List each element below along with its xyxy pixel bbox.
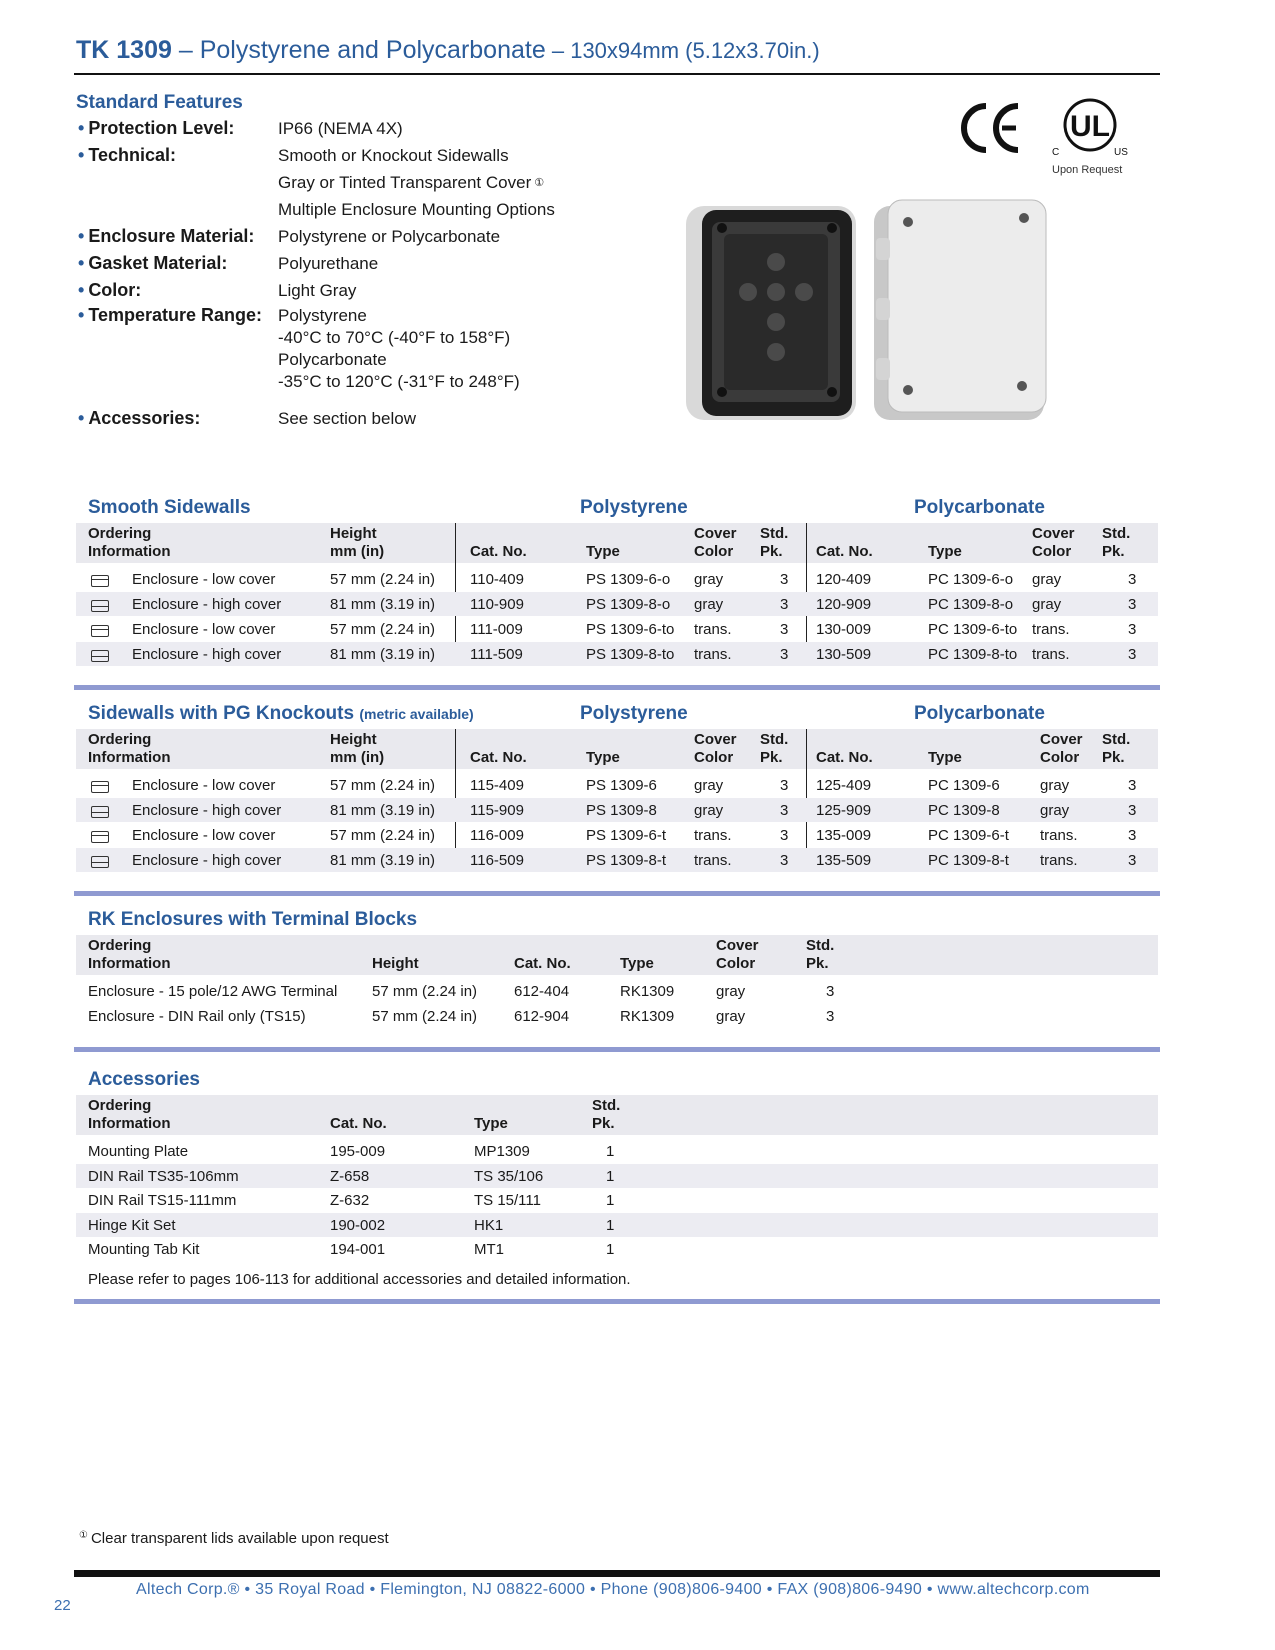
row-cover-color: gray bbox=[716, 983, 746, 1000]
col-cover-line: Cover bbox=[1040, 731, 1083, 748]
row-ps-std-pk: 3 bbox=[780, 852, 789, 869]
row-pc-cover-color: gray bbox=[1032, 596, 1062, 613]
row-ps-cat-no: 115-409 bbox=[470, 777, 524, 794]
features-heading: Standard Features bbox=[76, 92, 243, 113]
row-description: Enclosure - high cover bbox=[132, 852, 282, 869]
col-cover bbox=[1032, 525, 1075, 561]
footnote-text: Clear transparent lids available upon request bbox=[90, 1530, 389, 1547]
col-stdpk bbox=[760, 525, 788, 561]
row-pc-type: PC 1309-6-o bbox=[928, 571, 1014, 588]
col-type: Type bbox=[620, 955, 654, 972]
row-height: 57 mm (2.24 in) bbox=[330, 571, 436, 588]
row-description: Hinge Kit Set bbox=[88, 1216, 176, 1234]
col-stdpk-line: Pk. bbox=[806, 955, 829, 972]
col-stdpk-line: Pk. bbox=[1102, 543, 1125, 560]
bullet: • bbox=[78, 145, 85, 165]
row-ps-cat-no: 110-909 bbox=[470, 596, 524, 613]
col-cover bbox=[716, 937, 759, 973]
row-description: Enclosure - low cover bbox=[132, 827, 276, 844]
row-type: MP1309 bbox=[474, 1143, 530, 1160]
row-pc-cover-color: gray bbox=[1032, 571, 1062, 588]
row-ps-type: PS 1309-6 bbox=[586, 777, 657, 794]
col-stdpk bbox=[1102, 731, 1130, 767]
col-cover-line: Cover bbox=[694, 525, 737, 542]
col-stdpk-line: Pk. bbox=[760, 543, 783, 560]
feature-label bbox=[78, 305, 262, 326]
row-ps-type: PS 1309-6-to bbox=[586, 621, 675, 638]
row-pc-cat-no: 125-909 bbox=[816, 802, 872, 819]
row-pc-cover-color: trans. bbox=[1032, 646, 1070, 663]
row-height: 57 mm (2.24 in) bbox=[372, 983, 478, 1000]
row-pc-type: PC 1309-8-o bbox=[928, 596, 1014, 613]
feature-value: Polystyrene or Polycarbonate bbox=[278, 227, 501, 246]
row-ps-cover-color: trans. bbox=[694, 646, 732, 663]
col-cat: Cat. No. bbox=[816, 543, 873, 560]
row-pc-cover-color: gray bbox=[1040, 802, 1070, 819]
row-pc-cat-no: 135-509 bbox=[816, 852, 872, 869]
row-ps-type: PS 1309-8-t bbox=[586, 852, 667, 869]
col-stdpk-line: Std. bbox=[760, 731, 789, 748]
row-ps-cover-color: trans. bbox=[694, 827, 732, 844]
col-ordering bbox=[88, 731, 171, 767]
col-height-line: Height bbox=[330, 525, 377, 542]
footnote-mark: ① bbox=[534, 177, 545, 189]
accessories-section-title: Accessories bbox=[88, 1069, 200, 1090]
col-cat: Cat. No. bbox=[470, 543, 527, 560]
row-ps-std-pk: 3 bbox=[780, 621, 789, 638]
row-description: Enclosure - high cover bbox=[132, 596, 282, 613]
feature-value-text: Gray or Tinted Transparent Cover bbox=[278, 173, 532, 192]
col-type: Type bbox=[928, 543, 962, 560]
row-description: DIN Rail TS15-111mm bbox=[88, 1192, 237, 1209]
row-ps-type: PS 1309-8-to bbox=[586, 646, 675, 663]
row-type: MT1 bbox=[474, 1241, 504, 1258]
row-pc-std-pk: 3 bbox=[1128, 777, 1137, 794]
row-pc-cover-color: trans. bbox=[1040, 827, 1078, 844]
row-ps-std-pk: 3 bbox=[780, 571, 789, 588]
page-number: 22 bbox=[54, 1597, 71, 1614]
feature-label bbox=[78, 253, 227, 274]
ul-c-text: C bbox=[1052, 147, 1060, 158]
col-stdpk bbox=[1102, 525, 1130, 561]
row-ps-cat-no: 111-009 bbox=[470, 621, 523, 638]
row-description: DIN Rail TS35-106mm bbox=[88, 1167, 239, 1185]
row-description: Enclosure - low cover bbox=[132, 777, 276, 794]
title-dash: – bbox=[171, 36, 200, 64]
col-ordering-line: Information bbox=[88, 1115, 171, 1132]
title-material: Polystyrene and Polycarbonate bbox=[199, 36, 546, 64]
title-rule bbox=[74, 73, 1160, 75]
feature-label bbox=[78, 408, 200, 429]
feature-label bbox=[78, 280, 141, 301]
col-stdpk-line: Std. bbox=[760, 525, 789, 542]
enclosure-icon bbox=[91, 650, 109, 662]
col-stdpk-line: Pk. bbox=[760, 749, 783, 766]
enclosure-icon bbox=[91, 806, 109, 818]
row-description: Enclosure - high cover bbox=[132, 802, 282, 819]
col-ordering-line: Information bbox=[88, 749, 171, 766]
feature-label-text: Enclosure Material: bbox=[88, 226, 255, 246]
row-type: RK1309 bbox=[620, 983, 675, 1000]
feature-value: Polyurethane bbox=[278, 254, 379, 273]
row-cat-no: 194-001 bbox=[330, 1241, 386, 1258]
knockout-section-title bbox=[88, 703, 474, 725]
feature-value: Smooth or Knockout Sidewalls bbox=[278, 146, 509, 165]
row-ps-cat-no: 116-509 bbox=[470, 852, 524, 869]
row-description: Enclosure - 15 pole/12 AWG Terminal bbox=[88, 983, 338, 1000]
row-height: 57 mm (2.24 in) bbox=[330, 827, 436, 844]
bullet: • bbox=[78, 226, 85, 246]
row-pc-cat-no: 120-909 bbox=[816, 596, 872, 613]
row-stripe bbox=[76, 1213, 1158, 1237]
col-stdpk-line: Std. bbox=[806, 937, 835, 954]
footer-contact: Altech Corp.® • 35 Royal Road • Flemington, NJ 08822-6000 • Phone (908)806-9400 • FAX (908)806-9490 • www.altechcorp.com bbox=[136, 1581, 1090, 1598]
col-cover-line: Color bbox=[694, 749, 734, 766]
polystyrene-heading: Polystyrene bbox=[580, 497, 688, 518]
ul-mark-icon bbox=[1050, 97, 1130, 159]
smooth-section-title: Smooth Sidewalls bbox=[88, 497, 251, 518]
col-stdpk bbox=[592, 1097, 620, 1133]
row-pc-type: PC 1309-8 bbox=[928, 802, 1000, 819]
col-cat: Cat. No. bbox=[514, 955, 571, 972]
col-stdpk-line: Std. bbox=[1102, 525, 1131, 542]
col-ordering-line: Ordering bbox=[88, 937, 152, 954]
enclosure-icon bbox=[91, 856, 109, 868]
row-cat-no: 612-404 bbox=[514, 983, 570, 1000]
row-pc-std-pk: 3 bbox=[1128, 596, 1137, 613]
col-stdpk-line: Pk. bbox=[1102, 749, 1125, 766]
knockout-title-text: Sidewalls with PG Knockouts bbox=[88, 703, 355, 724]
col-ordering-line: Ordering bbox=[88, 731, 152, 748]
col-cat: Cat. No. bbox=[330, 1115, 387, 1132]
footnote-mark: ① bbox=[79, 1530, 88, 1541]
col-cover-line: Color bbox=[1040, 749, 1080, 766]
row-pc-std-pk: 3 bbox=[1128, 852, 1137, 869]
row-std-pk: 1 bbox=[606, 1216, 615, 1234]
row-cat-no: Z-632 bbox=[330, 1192, 370, 1209]
col-ordering-line: Information bbox=[88, 543, 171, 560]
row-pc-type: PC 1309-6-to bbox=[928, 621, 1018, 638]
bullet: • bbox=[78, 408, 85, 428]
col-ordering-line: Information bbox=[88, 955, 171, 972]
col-ordering bbox=[88, 937, 171, 973]
row-ps-cover-color: gray bbox=[694, 802, 724, 819]
col-cover-line: Cover bbox=[1032, 525, 1075, 542]
feature-label-text: Technical: bbox=[88, 145, 177, 165]
row-description: Enclosure - low cover bbox=[132, 571, 276, 588]
section-separator bbox=[74, 1047, 1160, 1052]
row-pc-cat-no: 120-409 bbox=[816, 571, 872, 588]
table-header-band bbox=[76, 935, 1158, 975]
row-cat-no: Z-658 bbox=[330, 1167, 370, 1185]
feature-label-text: Gasket Material: bbox=[88, 253, 228, 273]
col-height bbox=[330, 525, 384, 561]
col-ordering bbox=[88, 525, 171, 561]
col-type: Type bbox=[474, 1115, 508, 1132]
accessories-note: Please refer to pages 106-113 for additional accessories and detailed information. bbox=[88, 1271, 631, 1288]
row-ps-cat-no: 111-509 bbox=[470, 646, 523, 663]
polycarbonate-heading: Polycarbonate bbox=[914, 497, 1045, 518]
row-pc-cover-color: gray bbox=[1040, 777, 1070, 794]
enclosure-icon bbox=[91, 575, 109, 587]
row-description: Mounting Tab Kit bbox=[88, 1241, 200, 1258]
row-pc-cover-color: trans. bbox=[1032, 621, 1070, 638]
feature-value bbox=[278, 172, 544, 194]
bullet: • bbox=[78, 305, 85, 325]
row-pc-type: PC 1309-6 bbox=[928, 777, 1000, 794]
row-height: 81 mm (3.19 in) bbox=[330, 596, 436, 613]
rk-section-title: RK Enclosures with Terminal Blocks bbox=[88, 909, 418, 930]
enclosure-icon bbox=[91, 600, 109, 612]
row-pc-cat-no: 135-009 bbox=[816, 827, 872, 844]
row-ps-type: PS 1309-6-t bbox=[586, 827, 667, 844]
row-height: 57 mm (2.24 in) bbox=[330, 621, 436, 638]
row-pc-std-pk: 3 bbox=[1128, 646, 1137, 663]
section-separator bbox=[74, 685, 1160, 690]
bullet: • bbox=[78, 253, 85, 273]
row-cover-color: gray bbox=[716, 1008, 746, 1025]
col-cat: Cat. No. bbox=[816, 749, 873, 766]
ul-us-text: US bbox=[1114, 147, 1128, 158]
row-ps-std-pk: 3 bbox=[780, 802, 789, 819]
section-separator bbox=[74, 1299, 1160, 1304]
col-stdpk-line: Std. bbox=[592, 1097, 621, 1114]
enclosure-icon bbox=[91, 831, 109, 843]
row-pc-cat-no: 130-009 bbox=[816, 621, 872, 638]
row-description: Mounting Plate bbox=[88, 1143, 189, 1160]
col-type: Type bbox=[586, 543, 620, 560]
row-height: 57 mm (2.24 in) bbox=[372, 1008, 478, 1025]
feature-label-text: Protection Level: bbox=[88, 118, 235, 138]
feature-label bbox=[78, 118, 234, 139]
col-ordering-line: Ordering bbox=[88, 1097, 152, 1114]
row-ps-cover-color: trans. bbox=[694, 621, 732, 638]
feature-value: -40°C to 70°C (-40°F to 158°F) bbox=[278, 328, 511, 347]
row-ps-std-pk: 3 bbox=[780, 827, 789, 844]
row-height: 81 mm (3.19 in) bbox=[330, 852, 436, 869]
row-type: TS 15/111 bbox=[474, 1192, 541, 1209]
row-pc-type: PC 1309-6-t bbox=[928, 827, 1009, 844]
col-cover bbox=[1040, 731, 1083, 767]
enclosure-icon bbox=[91, 625, 109, 637]
row-std-pk: 3 bbox=[826, 1008, 835, 1025]
row-ps-cover-color: gray bbox=[694, 571, 724, 588]
enclosure-gray-image bbox=[872, 198, 1050, 422]
row-std-pk: 1 bbox=[606, 1143, 615, 1160]
row-height: 57 mm (2.24 in) bbox=[330, 777, 436, 794]
row-pc-type: PC 1309-8-t bbox=[928, 852, 1009, 869]
col-stdpk-line: Pk. bbox=[592, 1115, 615, 1132]
col-height: Height bbox=[372, 955, 419, 972]
row-ps-cover-color: gray bbox=[694, 596, 724, 613]
row-description: Enclosure - DIN Rail only (TS15) bbox=[88, 1008, 306, 1025]
col-cat: Cat. No. bbox=[470, 749, 527, 766]
model-number: TK 1309 bbox=[76, 36, 172, 64]
row-type: TS 35/106 bbox=[474, 1167, 544, 1185]
footnote bbox=[76, 1530, 389, 1547]
knockout-subtitle: (metric available) bbox=[359, 706, 474, 722]
row-pc-std-pk: 3 bbox=[1128, 571, 1137, 588]
row-height: 81 mm (3.19 in) bbox=[330, 802, 436, 819]
feature-label bbox=[78, 226, 254, 247]
col-height-line: mm (in) bbox=[330, 749, 385, 766]
row-pc-cat-no: 125-409 bbox=[816, 777, 872, 794]
feature-label bbox=[78, 145, 176, 166]
feature-label-text: Accessories: bbox=[88, 408, 201, 428]
row-ps-type: PS 1309-6-o bbox=[586, 571, 671, 588]
row-pc-cover-color: trans. bbox=[1040, 852, 1078, 869]
row-std-pk: 3 bbox=[826, 983, 835, 1000]
row-cat-no: 612-904 bbox=[514, 1008, 570, 1025]
col-stdpk bbox=[806, 937, 834, 973]
page-title bbox=[76, 36, 820, 65]
row-ps-cat-no: 116-009 bbox=[470, 827, 524, 844]
row-ps-type: PS 1309-8-o bbox=[586, 596, 671, 613]
feature-value: See section below bbox=[278, 409, 416, 428]
row-type: RK1309 bbox=[620, 1008, 675, 1025]
col-cover-line: Color bbox=[716, 955, 756, 972]
col-ordering-line: Ordering bbox=[88, 525, 152, 542]
row-pc-std-pk: 3 bbox=[1128, 802, 1137, 819]
row-std-pk: 1 bbox=[606, 1167, 615, 1185]
row-ps-cat-no: 115-909 bbox=[470, 802, 524, 819]
feature-label-text: Temperature Range: bbox=[88, 305, 263, 325]
ce-mark-icon bbox=[958, 100, 1024, 156]
ul-text: UL bbox=[1070, 110, 1110, 143]
row-pc-type: PC 1309-8-to bbox=[928, 646, 1018, 663]
row-ps-cover-color: trans. bbox=[694, 852, 732, 869]
col-type: Type bbox=[586, 749, 620, 766]
row-ps-std-pk: 3 bbox=[780, 777, 789, 794]
col-cover-line: Color bbox=[1032, 543, 1072, 560]
row-cat-no: 190-002 bbox=[330, 1216, 386, 1234]
title-dimensions: 130x94mm (5.12x3.70in.) bbox=[570, 38, 820, 63]
col-height-line: mm (in) bbox=[330, 543, 385, 560]
row-ps-cover-color: gray bbox=[694, 777, 724, 794]
row-height: 81 mm (3.19 in) bbox=[330, 646, 436, 663]
feature-label-text: Color: bbox=[88, 280, 142, 300]
feature-value: Light Gray bbox=[278, 281, 357, 300]
row-cat-no: 195-009 bbox=[330, 1143, 386, 1160]
enclosure-icon bbox=[91, 781, 109, 793]
col-cover-line: Cover bbox=[716, 937, 759, 954]
col-stdpk bbox=[760, 731, 788, 767]
row-ps-std-pk: 3 bbox=[780, 596, 789, 613]
row-type: HK1 bbox=[474, 1216, 504, 1234]
polystyrene-heading: Polystyrene bbox=[580, 703, 688, 724]
feature-value: Polystyrene bbox=[278, 306, 367, 325]
row-pc-std-pk: 3 bbox=[1128, 621, 1137, 638]
polycarbonate-heading: Polycarbonate bbox=[914, 703, 1045, 724]
row-std-pk: 1 bbox=[606, 1241, 615, 1258]
footer-rule bbox=[74, 1570, 1160, 1577]
feature-value: Polycarbonate bbox=[278, 350, 387, 369]
title-dash-2: – bbox=[545, 38, 571, 63]
col-type: Type bbox=[928, 749, 962, 766]
col-stdpk-line: Std. bbox=[1102, 731, 1131, 748]
row-ps-type: PS 1309-8 bbox=[586, 802, 657, 819]
col-ordering bbox=[88, 1097, 171, 1133]
feature-value: Multiple Enclosure Mounting Options bbox=[278, 200, 555, 219]
enclosure-transparent-image bbox=[682, 200, 860, 424]
feature-value: IP66 (NEMA 4X) bbox=[278, 119, 403, 138]
row-pc-std-pk: 3 bbox=[1128, 827, 1137, 844]
bullet: • bbox=[78, 280, 85, 300]
col-cover-line: Color bbox=[694, 543, 734, 560]
feature-value: -35°C to 120°C (-31°F to 248°F) bbox=[278, 372, 520, 391]
col-cover-line: Cover bbox=[694, 731, 737, 748]
col-cover bbox=[694, 731, 737, 767]
row-pc-cat-no: 130-509 bbox=[816, 646, 872, 663]
col-height-line: Height bbox=[330, 731, 377, 748]
row-description: Enclosure - low cover bbox=[132, 621, 276, 638]
bullet: • bbox=[78, 118, 85, 138]
row-ps-std-pk: 3 bbox=[780, 646, 789, 663]
row-ps-cat-no: 110-409 bbox=[470, 571, 524, 588]
col-height bbox=[330, 731, 384, 767]
ul-note: Upon Request bbox=[1052, 164, 1123, 176]
row-std-pk: 1 bbox=[606, 1192, 615, 1209]
col-cover bbox=[694, 525, 737, 561]
row-description: Enclosure - high cover bbox=[132, 646, 282, 663]
section-separator bbox=[74, 891, 1160, 896]
